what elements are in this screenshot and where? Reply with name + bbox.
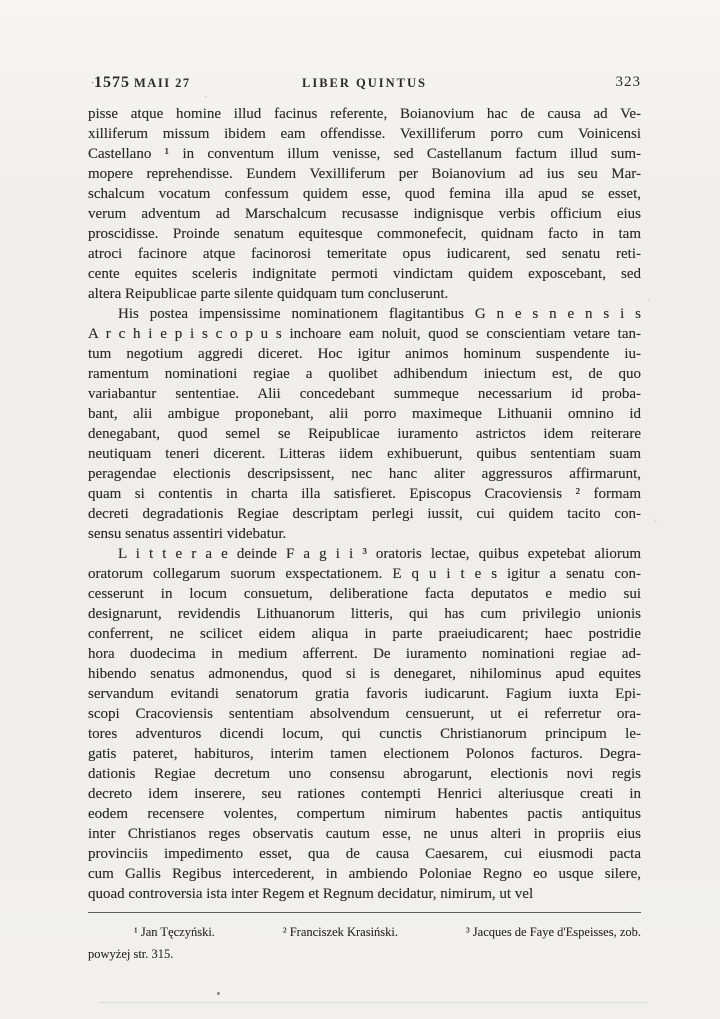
text-line: cente equites sceleris indignitate permoti vindictam quidem exposcebant, sed xyxy=(88,266,641,282)
text-line: His postea impensissime nominationem flagitantibus G n e s n e n s i s xyxy=(118,306,641,322)
text-line: inter Christianos reges observatis cautum esse, ne unus alteri in propriis eius xyxy=(88,826,641,842)
text-line: designarunt, revidendis Lithuanorum litteris, qui has cum privilegio unionis xyxy=(88,606,641,622)
scan-speck-artifacts xyxy=(0,0,1,1)
text-line: altera Reipublicae parte silente quidquam tum concluserunt. xyxy=(88,286,449,302)
text-line: eodem recensere volentes, compertum nimirum habentes pactis antiquitus xyxy=(88,806,641,822)
header-date-rest: MAII 27 xyxy=(134,76,191,90)
text-line: quam si contentis in charta illa satisfieret. Episcopus Cracoviensis ² formam xyxy=(88,486,641,502)
text-line: pisse atque homine illud facinus referente, Boianovium hac de causa ad Ve- xyxy=(88,106,641,122)
text-line: oratorum collegarum suorum exspectationem. E q u i t e s igitur a senatu con- xyxy=(88,566,641,582)
footnote-item: ³ Jacques de Faye d'Espeisses, zob. xyxy=(465,925,641,939)
text-line: mopere reprehendisse. Eundem Vexilliferum per Boianovium ad ius seu Mar- xyxy=(88,166,641,182)
text-line: tores adventuros dicendi locum, qui cunctis Christianorum principum le- xyxy=(88,726,641,742)
text-line: bant, alii ambigue proponebant, alii porro maximeque Lithuanii omnino id xyxy=(88,406,641,422)
running-header xyxy=(88,74,641,92)
scan-edge-dotted-line xyxy=(100,1002,648,1003)
text-line: servandum evitandi senatorum gratia favoris iudicarunt. Fagium iuxta Epi- xyxy=(88,686,641,702)
text-line: sensu senatus assentiri videbatur. xyxy=(88,526,287,542)
text-line: schalcum vocatum confessum quidem esse, quod femina illa apud se esset, xyxy=(88,186,641,202)
text-line: hibendo senatus admonendus, quod si is denegaret, nihilominus apud equites xyxy=(88,666,641,682)
text-line: atroci facinore atque facinorosi temeritate opus iudicarent, sed senatu reti- xyxy=(88,246,641,262)
text-line: quoad controversia ista inter Regem et Regnum decidatur, nimirum, ut vel xyxy=(88,886,534,902)
text-line: provinciis impedimento esset, qua de causa Caesarem, cui eiusmodi pacta xyxy=(88,846,641,862)
footnotes xyxy=(88,921,641,965)
footnote-item: ² Franciszek Krasiński. xyxy=(282,925,399,939)
text-line: proscidisse. Proinde senatum equitesque commonefecit, quidnam facto in tam xyxy=(88,226,641,242)
text-line: denegabant, quod semel se Reipublicae iuramento astrictos idem reiterare xyxy=(88,426,641,442)
footnote-item: ¹ Jan Tęczyński. xyxy=(134,925,215,939)
page-number: 323 xyxy=(615,74,641,90)
text-line: gatis pateret, habituros, interim tamen electionem Polonos facturos. Degra- xyxy=(88,746,641,762)
text-line: variabantur sententiae. Alii concedebant summeque necessarium id proba- xyxy=(88,386,641,402)
footnote-row xyxy=(88,921,641,943)
text-line: conferrent, ne scilicet eidem aliqua in parte praeiudicarent; haec postridie xyxy=(88,626,641,642)
text-line: peragendae electionis descripsissent, nec hanc aliter aggressuros affirmarunt, xyxy=(88,466,641,482)
text-line: A r c h i e p i s c o p u s inchoare eam noluit, quod se conscientiam vetare tan- xyxy=(88,326,641,342)
text-line: hora duodecima in medium afferrent. De iuramento nominationi regiae ad- xyxy=(88,646,641,662)
text-line: L i t t e r a e deinde F a g i i ³ oratoris lectae, quibus expetebat aliorum xyxy=(118,546,641,562)
footnote-divider xyxy=(88,912,641,913)
text-line: xilliferum missum ibidem eam offendisse. Vexilliferum porro cum Voinicensi xyxy=(88,126,641,142)
text-line: scopi Cracoviensis sententiam absolvendum censuerunt, ut ei referretur ora- xyxy=(88,706,641,722)
text-line: ramentum nominationi regiae a quolibet adhibendum iniectum est, de quo xyxy=(88,366,641,382)
footnote-continuation: powyżej str. 315. xyxy=(88,947,174,961)
text-line: cesserunt in locum consuetum, deliberatione facta deputatos e medio sui xyxy=(88,586,641,602)
text-line: cum Gallis Regibus intercederent, in ambiendo Poloniae Regno eo usque silere, xyxy=(88,866,641,882)
header-date-year: 1575 xyxy=(94,74,130,91)
text-line: verum adventum ad Marschalcum recusasse indignisque verbis officium eius xyxy=(88,206,641,222)
text-line: Castellano ¹ in conventum illum venisse, sed Castellanum factum illud sum- xyxy=(88,146,641,162)
header-book-title: LIBER QUINTUS xyxy=(302,76,427,90)
text-line: neutiquam teneri dicerent. Litteras iidem exhibuerunt, quibus sententiam suam xyxy=(88,446,641,462)
text-line: dationis Regiae decretum uno consensu abrogarunt, electionis novi regis xyxy=(88,766,641,782)
text-line: decreti degradationis Regiae descriptam perlegi iussit, cui quidem tacito con- xyxy=(88,506,641,522)
text-line: tum negotium aggredi diceret. Hoc igitur animos hominum suspendente iu- xyxy=(88,346,641,362)
text-line: decreto idem inserere, seu rationes contempti Henrici alteriusque creati in xyxy=(88,786,641,802)
body-text xyxy=(88,104,641,904)
